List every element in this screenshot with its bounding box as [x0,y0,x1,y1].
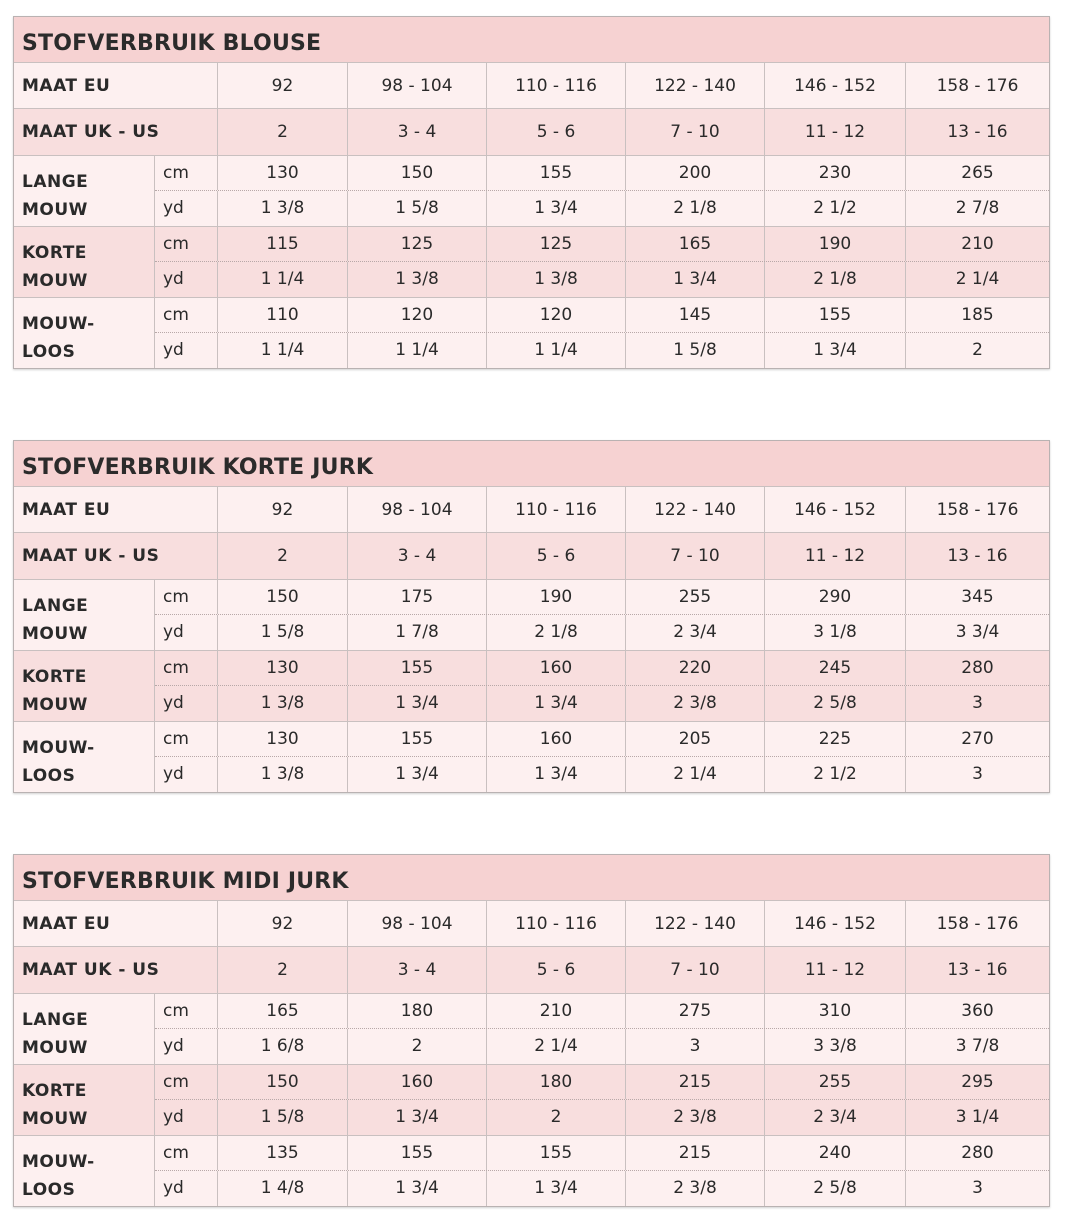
group-mouwloos [14,722,1049,792]
yd-cell: 1 3/4 [487,191,626,226]
size-eu-cell: 98 - 104 [348,901,487,946]
group-mouwloos [14,298,1049,368]
cm-cell: 115 [218,227,348,261]
cm-cell: 155 [348,651,487,685]
yd-cell: 1 3/8 [218,757,348,792]
unit-cm: cm [155,994,218,1028]
yd-cell: 1 3/4 [348,1100,487,1135]
sleeve-type-label [14,1136,155,1206]
cm-cell: 310 [765,994,906,1028]
size-eu-cell: 122 - 140 [626,63,765,108]
cm-cell: 155 [487,156,626,190]
cm-cell: 175 [348,580,487,614]
cm-cell: 165 [218,994,348,1028]
yd-cell: 2 5/8 [765,686,906,721]
measurements [155,722,1049,792]
cm-row [155,156,1049,191]
cm-cell: 255 [765,1065,906,1099]
cm-cell: 240 [765,1136,906,1170]
cm-cell: 255 [626,580,765,614]
size-uk-label: MAAT UK - US [14,947,218,993]
unit-yd: yd [155,333,218,368]
cm-cell: 135 [218,1136,348,1170]
cm-cell: 150 [218,1065,348,1099]
size-eu-cell: 122 - 140 [626,901,765,946]
cm-cell: 295 [961,1072,994,1092]
cm-cell: 125 [487,227,626,261]
size-uk-cell: 7 - 10 [626,947,765,993]
measurements [155,580,1049,650]
yd-cell: 2 5/8 [765,1171,906,1206]
unit-yd: yd [155,757,218,792]
sleeve-type-line2: LOOS [22,342,76,362]
cm-cell: 125 [348,227,487,261]
yd-cell: 1 5/8 [348,191,487,226]
size-eu-label: MAAT EU [14,487,218,532]
unit-yd: yd [155,1171,218,1206]
size-uk-cell: 2 [218,533,348,579]
group-korte-mouw [14,1065,1049,1136]
yd-cell: 1 5/8 [218,1100,348,1135]
size-uk-cell: 7 - 10 [626,109,765,155]
yd-cell: 2 1/2 [765,757,906,792]
size-uk-label: MAAT UK - US [14,109,218,155]
cm-cell: 155 [348,1136,487,1170]
size-uk-cell: 13 - 16 [947,960,1008,980]
sleeve-type-line1: LANGE [22,1010,89,1030]
cm-cell: 180 [348,994,487,1028]
group-lange-mouw [14,580,1049,651]
cm-cell: 210 [961,234,994,254]
sleeve-type-label [14,227,155,297]
yd-cell: 1 3/4 [487,757,626,792]
cm-cell: 280 [961,1143,994,1163]
size-uk-cell: 2 [218,947,348,993]
yd-cell: 2 [348,1029,487,1064]
cm-cell: 230 [765,156,906,190]
size-uk-row [14,533,1049,580]
sleeve-type-label [14,651,155,721]
yd-cell: 1 3/8 [348,262,487,297]
cm-cell: 200 [626,156,765,190]
cm-cell: 290 [765,580,906,614]
size-eu-cell: 158 - 176 [936,914,1019,934]
measurements [155,156,1049,226]
sleeve-type-line1: LANGE [22,596,89,616]
measurements [155,1136,1049,1206]
yd-cell: 1 1/4 [218,262,348,297]
yd-cell: 1 3/4 [348,686,487,721]
sleeve-type-line2: MOUW [22,695,88,715]
yd-row [155,1171,1049,1206]
yd-row [155,262,1049,297]
yd-cell: 2 1/8 [487,615,626,650]
cm-cell: 110 [218,298,348,332]
sleeve-type-line2: LOOS [22,766,76,786]
unit-cm: cm [155,298,218,332]
cm-cell: 275 [626,994,765,1028]
sleeve-type-label [14,580,155,650]
cm-row [155,298,1049,333]
size-eu-row [14,63,1049,109]
cm-row [155,722,1049,757]
yd-cell: 2 1/8 [765,262,906,297]
sleeve-type-label [14,298,155,368]
fabric-table-3 [13,854,1050,1207]
measurements [155,298,1049,368]
yd-cell: 2 3/8 [626,1171,765,1206]
group-lange-mouw [14,994,1049,1065]
sleeve-type-label [14,156,155,226]
cm-cell: 190 [765,227,906,261]
yd-cell: 3 [972,1178,983,1198]
cm-cell: 120 [348,298,487,332]
yd-cell: 1 4/8 [218,1171,348,1206]
cm-row [155,1136,1049,1171]
size-eu-cell: 110 - 116 [487,487,626,532]
size-uk-cell: 13 - 16 [947,122,1008,142]
size-eu-cell: 92 [218,487,348,532]
size-uk-cell: 7 - 10 [626,533,765,579]
sleeve-type-line2: MOUW [22,1109,88,1129]
cm-cell: 190 [487,580,626,614]
yd-row [155,1029,1049,1064]
size-eu-row [14,487,1049,533]
group-lange-mouw [14,156,1049,227]
size-uk-cell: 11 - 12 [765,947,906,993]
cm-row [155,651,1049,686]
yd-cell: 1 3/4 [626,262,765,297]
cm-cell: 130 [218,651,348,685]
size-eu-row [14,901,1049,947]
yd-cell: 2 [487,1100,626,1135]
sleeve-type-line1: KORTE [22,1081,87,1101]
size-eu-cell: 98 - 104 [348,63,487,108]
size-uk-cell: 11 - 12 [765,109,906,155]
cm-cell: 155 [765,298,906,332]
yd-cell: 1 3/8 [218,191,348,226]
cm-cell: 245 [765,651,906,685]
yd-cell: 1 3/8 [218,686,348,721]
size-eu-cell: 146 - 152 [765,487,906,532]
cm-row [155,994,1049,1029]
unit-yd: yd [155,191,218,226]
yd-cell: 2 1/4 [487,1029,626,1064]
cm-cell: 155 [348,722,487,756]
cm-cell: 130 [218,156,348,190]
size-uk-cell: 3 - 4 [348,109,487,155]
yd-cell: 2 7/8 [955,198,1000,218]
yd-cell: 1 3/4 [487,686,626,721]
unit-yd: yd [155,615,218,650]
size-uk-cell: 11 - 12 [765,533,906,579]
group-mouwloos [14,1136,1049,1206]
fabric-table-1 [13,16,1050,369]
size-eu-cell: 92 [218,63,348,108]
sleeve-type-line1: MOUW- [22,314,95,334]
yd-cell: 1 3/4 [487,1171,626,1206]
yd-cell: 2 [972,340,983,360]
cm-cell: 160 [348,1065,487,1099]
cm-cell: 205 [626,722,765,756]
table-title: STOFVERBRUIK BLOUSE [14,17,1049,63]
sleeve-type-line2: MOUW [22,624,88,644]
table-title: STOFVERBRUIK KORTE JURK [14,441,1049,487]
cm-cell: 155 [487,1136,626,1170]
cm-row [155,1065,1049,1100]
size-uk-cell: 13 - 16 [947,546,1008,566]
cm-cell: 150 [218,580,348,614]
cm-cell: 210 [487,994,626,1028]
yd-cell: 1 1/4 [218,333,348,368]
unit-cm: cm [155,1136,218,1170]
group-korte-mouw [14,651,1049,722]
yd-cell: 3 7/8 [955,1036,1000,1056]
cm-cell: 215 [626,1065,765,1099]
cm-cell: 180 [487,1065,626,1099]
sleeve-type-line2: LOOS [22,1180,76,1200]
sleeve-type-line1: KORTE [22,243,87,263]
cm-cell: 150 [348,156,487,190]
table-title: STOFVERBRUIK MIDI JURK [14,855,1049,901]
yd-cell: 3 [626,1029,765,1064]
yd-cell: 2 1/8 [626,191,765,226]
cm-cell: 270 [961,729,994,749]
yd-row [155,333,1049,368]
sleeve-type-label [14,722,155,792]
cm-cell: 280 [961,658,994,678]
unit-cm: cm [155,580,218,614]
yd-cell: 3 [972,693,983,713]
sleeve-type-line1: MOUW- [22,738,95,758]
yd-cell: 2 3/4 [626,615,765,650]
yd-cell: 2 3/8 [626,686,765,721]
sleeve-type-line1: MOUW- [22,1152,95,1172]
yd-row [155,686,1049,721]
size-eu-cell: 110 - 116 [487,901,626,946]
size-eu-cell: 158 - 176 [936,500,1019,520]
unit-yd: yd [155,262,218,297]
size-uk-cell: 3 - 4 [348,947,487,993]
size-uk-cell: 2 [218,109,348,155]
yd-row [155,615,1049,650]
yd-cell: 1 6/8 [218,1029,348,1064]
cm-cell: 345 [961,587,994,607]
cm-cell: 360 [961,1001,994,1021]
size-uk-cell: 3 - 4 [348,533,487,579]
cm-cell: 145 [626,298,765,332]
yd-cell: 1 1/4 [487,333,626,368]
fabric-table-2 [13,440,1050,793]
size-eu-cell: 146 - 152 [765,901,906,946]
yd-cell: 2 1/2 [765,191,906,226]
cm-cell: 160 [487,722,626,756]
yd-cell: 1 1/4 [348,333,487,368]
yd-row [155,191,1049,226]
yd-cell: 1 5/8 [626,333,765,368]
yd-cell: 2 1/4 [955,269,1000,289]
cm-row [155,580,1049,615]
unit-cm: cm [155,722,218,756]
cm-cell: 215 [626,1136,765,1170]
unit-yd: yd [155,1100,218,1135]
sleeve-type-label [14,1065,155,1135]
yd-cell: 1 7/8 [348,615,487,650]
measurements [155,994,1049,1064]
size-eu-cell: 122 - 140 [626,487,765,532]
cm-cell: 130 [218,722,348,756]
cm-cell: 165 [626,227,765,261]
sleeve-type-line2: MOUW [22,271,88,291]
size-uk-cell: 5 - 6 [487,947,626,993]
cm-cell: 220 [626,651,765,685]
yd-cell: 3 3/4 [955,622,1000,642]
sleeve-type-line1: LANGE [22,172,89,192]
size-eu-label: MAAT EU [14,901,218,946]
sleeve-type-label [14,994,155,1064]
yd-cell: 3 1/8 [765,615,906,650]
yd-cell: 1 3/8 [487,262,626,297]
unit-yd: yd [155,686,218,721]
yd-cell: 1 3/4 [348,757,487,792]
sleeve-type-line2: MOUW [22,1038,88,1058]
cm-cell: 265 [961,163,994,183]
size-eu-cell: 98 - 104 [348,487,487,532]
size-eu-label: MAAT EU [14,63,218,108]
measurements [155,1065,1049,1135]
size-eu-cell: 110 - 116 [487,63,626,108]
yd-row [155,757,1049,792]
yd-row [155,1100,1049,1135]
size-uk-cell: 5 - 6 [487,533,626,579]
unit-cm: cm [155,156,218,190]
measurements [155,651,1049,721]
yd-cell: 3 3/8 [765,1029,906,1064]
size-uk-cell: 5 - 6 [487,109,626,155]
yd-cell: 3 [972,764,983,784]
cm-row [155,227,1049,262]
group-korte-mouw [14,227,1049,298]
cm-cell: 185 [961,305,994,325]
size-eu-cell: 158 - 176 [936,76,1019,96]
sleeve-type-line2: MOUW [22,200,88,220]
yd-cell: 3 1/4 [955,1107,1000,1127]
yd-cell: 1 5/8 [218,615,348,650]
yd-cell: 2 1/4 [626,757,765,792]
yd-cell: 2 3/8 [626,1100,765,1135]
sleeve-type-line1: KORTE [22,667,87,687]
size-uk-row [14,109,1049,156]
unit-cm: cm [155,1065,218,1099]
yd-cell: 2 3/4 [765,1100,906,1135]
cm-cell: 120 [487,298,626,332]
cm-cell: 160 [487,651,626,685]
size-uk-row [14,947,1049,994]
unit-cm: cm [155,651,218,685]
size-eu-cell: 146 - 152 [765,63,906,108]
size-uk-label: MAAT UK - US [14,533,218,579]
unit-cm: cm [155,227,218,261]
cm-cell: 225 [765,722,906,756]
yd-cell: 1 3/4 [765,333,906,368]
measurements [155,227,1049,297]
unit-yd: yd [155,1029,218,1064]
yd-cell: 1 3/4 [348,1171,487,1206]
size-eu-cell: 92 [218,901,348,946]
